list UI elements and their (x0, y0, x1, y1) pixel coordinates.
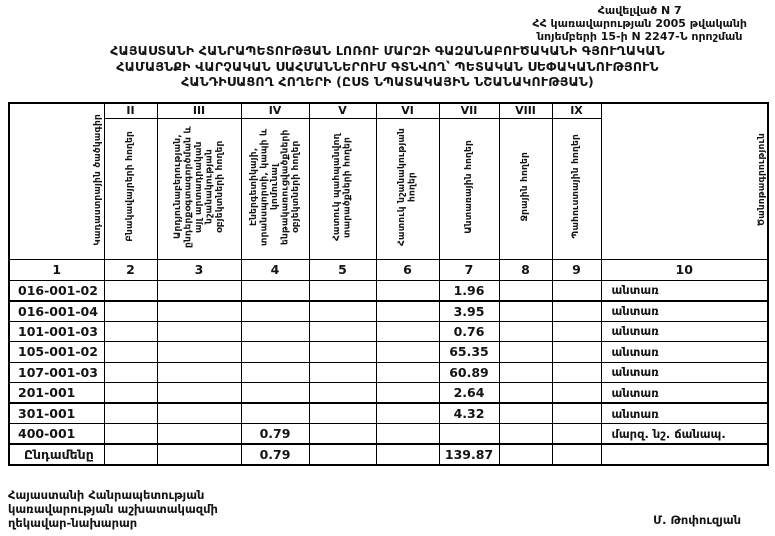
area-value-cell: 0.76 (439, 321, 499, 342)
title-line-1: ՀԱՅԱՍՏԱՆԻ ՀԱՆՐԱՊԵՏՈՒԹՅԱՆ ԼՈՌՈՒ ՄԱՐԶԻ ԳԱԶԱՆԱԲՈՒԾԱԿԱՆԻ ԳՅՈՒՂԱԿԱՆ (110, 43, 665, 58)
signatory-title-block (8, 488, 218, 530)
area-value-cell: 4.32 (439, 403, 499, 424)
column-number: 2 (104, 259, 157, 280)
header-note (601, 103, 768, 259)
area-value-cell (157, 424, 241, 445)
area-value-cell: 0.79 (241, 444, 309, 465)
roman-II: II (104, 103, 157, 118)
area-value-cell (309, 444, 376, 465)
header-cadastral-code (9, 103, 104, 259)
table-row (9, 424, 768, 445)
header-protected-lands (309, 118, 376, 259)
note-cell: անտառ (601, 383, 768, 404)
header-cadastral-code-label: Կադաստրային ծածկագիր (93, 113, 103, 246)
area-value-cell (552, 301, 601, 322)
header-protected-lands-label: Հատուկ պահպանվող տարածքների հողեր (332, 132, 353, 241)
annex-line-3: նոյեմբերի 15-ի N 2247-Ն որոշման (536, 30, 743, 43)
area-value-cell (552, 342, 601, 363)
area-value-cell (376, 342, 439, 363)
area-value-cell (499, 444, 552, 465)
area-value-cell (309, 383, 376, 404)
roman-numeral-row (9, 103, 768, 118)
signatory-line-3: ղեկավար-նախարար (8, 516, 138, 530)
area-value-cell (104, 280, 157, 301)
area-value-cell (552, 280, 601, 301)
area-value-cell (439, 424, 499, 445)
table-row (9, 403, 768, 424)
cadastral-code-cell: 201-001 (9, 383, 104, 404)
table-row (9, 383, 768, 404)
area-value-cell (104, 424, 157, 445)
area-value-cell (104, 403, 157, 424)
area-value-cell: 139.87 (439, 444, 499, 465)
area-value-cell (104, 342, 157, 363)
header-note-label: Ծանոթագրություն (756, 133, 767, 227)
land-category-table (8, 102, 769, 466)
header-water-lands-label: Ջրային հողեր (520, 151, 531, 222)
area-value-cell (499, 362, 552, 383)
area-value-cell (552, 362, 601, 383)
header-special-purpose-lands (376, 118, 439, 259)
note-cell: անտառ (601, 301, 768, 322)
annex-line-2: ՀՀ կառավարության 2005 թվականի (532, 17, 747, 30)
roman-III: III (157, 103, 241, 118)
header-industrial-lands (157, 118, 241, 259)
note-cell: անտառ (601, 362, 768, 383)
area-value-cell (552, 403, 601, 424)
roman-VIII: VIII (499, 103, 552, 118)
area-value-cell (241, 280, 309, 301)
area-value-cell (157, 301, 241, 322)
cadastral-code-cell: 301-001 (9, 403, 104, 424)
cadastral-code-cell: 016-001-04 (9, 301, 104, 322)
column-number: 3 (157, 259, 241, 280)
area-value-cell (104, 383, 157, 404)
annex-line-1: Հավելված N 7 (597, 4, 682, 17)
table-body (9, 280, 768, 465)
header-reserve-lands-label: Պահուստային հողեր (571, 134, 582, 239)
header-special-purpose-lands-label: Հատուկ նշանակության հողեր (397, 127, 418, 246)
area-value-cell: 3.95 (439, 301, 499, 322)
area-value-cell (104, 301, 157, 322)
area-value-cell (376, 383, 439, 404)
cadastral-code-cell: 105-001-02 (9, 342, 104, 363)
area-value-cell: 2.64 (439, 383, 499, 404)
area-value-cell (309, 403, 376, 424)
header-reserve-lands (552, 118, 601, 259)
column-number-row (9, 259, 768, 280)
area-value-cell (552, 321, 601, 342)
area-value-cell (104, 444, 157, 465)
column-number: 6 (376, 259, 439, 280)
signatory-line-1: Հայաստանի Հանրապետության (8, 488, 205, 502)
area-value-cell (309, 280, 376, 301)
area-value-cell (376, 403, 439, 424)
area-value-cell (241, 301, 309, 322)
area-value-cell (376, 444, 439, 465)
column-number: 5 (309, 259, 376, 280)
area-value-cell (241, 403, 309, 424)
area-value-cell: 0.79 (241, 424, 309, 445)
total-row (9, 444, 768, 465)
area-value-cell: 1.96 (439, 280, 499, 301)
table-row (9, 362, 768, 383)
column-number: 7 (439, 259, 499, 280)
area-value-cell (376, 424, 439, 445)
area-value-cell (499, 342, 552, 363)
header-forest-lands-label: Անտառային հողեր (463, 139, 474, 234)
area-value-cell (309, 362, 376, 383)
signatory-line-2: կառավարության աշխատակազմի (8, 502, 218, 516)
area-value-cell: 65.35 (439, 342, 499, 363)
note-cell: անտառ (601, 342, 768, 363)
area-value-cell (157, 403, 241, 424)
area-value-cell (499, 383, 552, 404)
area-value-cell (499, 321, 552, 342)
header-industrial-lands-label: Արդյունաբերության, ընդերքօգտագործման և այլ արտադրական նշանակության օբյեկտների հողեր (172, 125, 225, 248)
roman-IX: IX (552, 103, 601, 118)
area-value-cell: 60.89 (439, 362, 499, 383)
area-value-cell (499, 424, 552, 445)
column-number: 1 (9, 259, 104, 280)
table-row (9, 342, 768, 363)
note-cell: անտառ (601, 403, 768, 424)
header-water-lands (499, 118, 552, 259)
area-value-cell (309, 342, 376, 363)
signatory-name: Մ. Թոփուզյան (653, 513, 741, 527)
area-value-cell (376, 362, 439, 383)
area-value-cell (309, 424, 376, 445)
roman-VI: VI (376, 103, 439, 118)
header-infrastructure-lands-label: Էներգետիկայի, տրանսպորտի, կապի և կոմունալ ենթակառուցվածքների օբյեկտների հողեր (248, 127, 301, 246)
area-value-cell (157, 444, 241, 465)
title-line-3: ՀԱՆԴԻՍԱՑՈՂ ՀՈՂԵՐԻ (ԸՍՏ ՆՊԱՏԱԿԱՅԻՆ ՆՇԱՆԱԿՈՒԹՅԱՆ) (181, 74, 594, 89)
area-value-cell (552, 444, 601, 465)
area-value-cell (157, 280, 241, 301)
area-value-cell (157, 342, 241, 363)
column-number: 10 (601, 259, 768, 280)
cadastral-code-cell: 101-001-03 (9, 321, 104, 342)
area-value-cell (552, 383, 601, 404)
area-value-cell (499, 403, 552, 424)
area-value-cell (309, 301, 376, 322)
column-number: 8 (499, 259, 552, 280)
table-row (9, 321, 768, 342)
area-value-cell (376, 321, 439, 342)
roman-V: V (309, 103, 376, 118)
area-value-cell (104, 362, 157, 383)
column-number: 9 (552, 259, 601, 280)
area-value-cell (376, 280, 439, 301)
roman-VII: VII (439, 103, 499, 118)
note-cell: անտառ (601, 321, 768, 342)
area-value-cell (552, 424, 601, 445)
note-cell: մարզ. նշ. ճանապ. (601, 424, 768, 445)
area-value-cell (499, 280, 552, 301)
total-label-cell: Ընդամենը (9, 444, 104, 465)
area-value-cell (157, 383, 241, 404)
header-forest-lands (439, 118, 499, 259)
area-value-cell (241, 321, 309, 342)
area-value-cell (241, 342, 309, 363)
note-cell (601, 444, 768, 465)
area-value-cell (104, 321, 157, 342)
table-header (9, 103, 768, 280)
area-value-cell (376, 301, 439, 322)
area-value-cell (309, 321, 376, 342)
cadastral-code-cell: 016-001-02 (9, 280, 104, 301)
annex-reference (532, 4, 747, 43)
area-value-cell (499, 301, 552, 322)
area-value-cell (241, 383, 309, 404)
table-row (9, 280, 768, 301)
header-residential-lands (104, 118, 157, 259)
document-title (0, 43, 775, 90)
area-value-cell (157, 321, 241, 342)
title-line-2: ՀԱՄԱՅՆՔԻ ՎԱՐՉԱԿԱՆ ՍԱՀՄԱՆՆԵՐՈՒՄ ԳՏՆՎՈՂ՝ ՊԵՏԱԿԱՆ ՍԵՓԱԿԱՆՈՒԹՅՈՒՆ (116, 58, 659, 74)
cadastral-code-cell: 107-001-03 (9, 362, 104, 383)
area-value-cell (157, 362, 241, 383)
cadastral-code-cell: 400-001 (9, 424, 104, 445)
table-row (9, 301, 768, 322)
header-infrastructure-lands (241, 118, 309, 259)
area-value-cell (241, 362, 309, 383)
note-cell: անտառ (601, 280, 768, 301)
roman-IV: IV (241, 103, 309, 118)
header-residential-lands-label: Բնակավայրերի հողեր (125, 131, 136, 242)
column-number: 4 (241, 259, 309, 280)
